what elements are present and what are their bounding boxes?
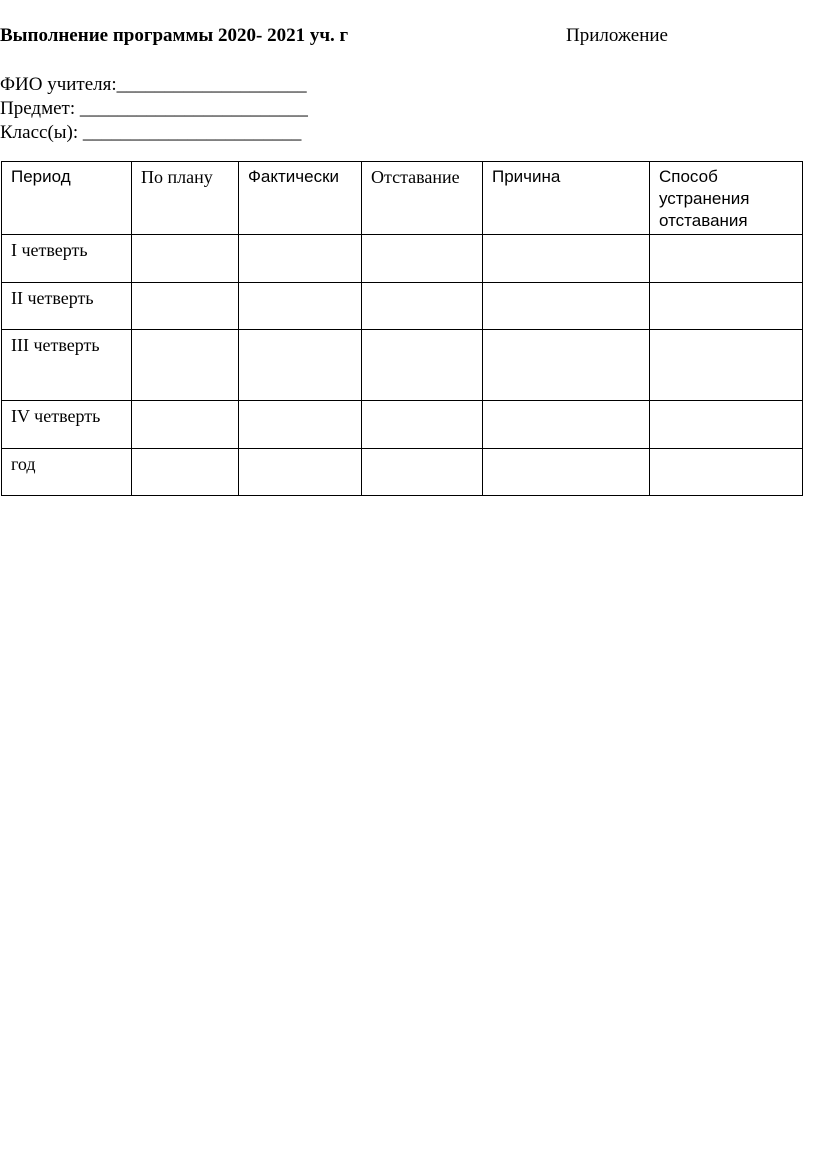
header-actual: Фактически	[239, 162, 362, 235]
cell-plan	[132, 235, 239, 283]
cell-period: I четверть	[2, 235, 132, 283]
cell-reason	[483, 330, 650, 401]
cell-lag	[362, 235, 483, 283]
table-row	[2, 401, 803, 449]
header-method: Способ устранения отставания	[650, 162, 803, 235]
cell-actual	[239, 449, 362, 496]
cell-method	[650, 401, 803, 449]
cell-plan	[132, 401, 239, 449]
cell-period: год	[2, 449, 132, 496]
cell-period: IV четверть	[2, 401, 132, 449]
header-lag: Отставание	[362, 162, 483, 235]
cell-plan	[132, 330, 239, 401]
header-reason: Причина	[483, 162, 650, 235]
header-plan: По плану	[132, 162, 239, 235]
class-field: Класс(ы): _______________________	[0, 122, 302, 143]
cell-reason	[483, 449, 650, 496]
table-header-row	[2, 162, 803, 235]
table-row	[2, 283, 803, 330]
table-row	[2, 235, 803, 283]
cell-plan	[132, 283, 239, 330]
cell-plan	[132, 449, 239, 496]
cell-period: II четверть	[2, 283, 132, 330]
cell-lag	[362, 283, 483, 330]
table-row	[2, 449, 803, 496]
program-execution-table	[1, 161, 803, 496]
cell-actual	[239, 401, 362, 449]
cell-reason	[483, 283, 650, 330]
cell-method	[650, 330, 803, 401]
cell-lag	[362, 401, 483, 449]
cell-period: III четверть	[2, 330, 132, 401]
cell-actual	[239, 235, 362, 283]
document-title: Выполнение программы 2020- 2021 уч. г	[0, 25, 349, 46]
appendix-label: Приложение	[566, 25, 668, 46]
table-row	[2, 330, 803, 401]
cell-lag	[362, 330, 483, 401]
teacher-name-field: ФИО учителя:____________________	[0, 74, 307, 95]
cell-lag	[362, 449, 483, 496]
cell-method	[650, 283, 803, 330]
cell-method	[650, 235, 803, 283]
cell-actual	[239, 330, 362, 401]
subject-field: Предмет: ________________________	[0, 98, 308, 119]
cell-actual	[239, 283, 362, 330]
cell-method	[650, 449, 803, 496]
cell-reason	[483, 235, 650, 283]
header-period: Период	[2, 162, 132, 235]
cell-reason	[483, 401, 650, 449]
